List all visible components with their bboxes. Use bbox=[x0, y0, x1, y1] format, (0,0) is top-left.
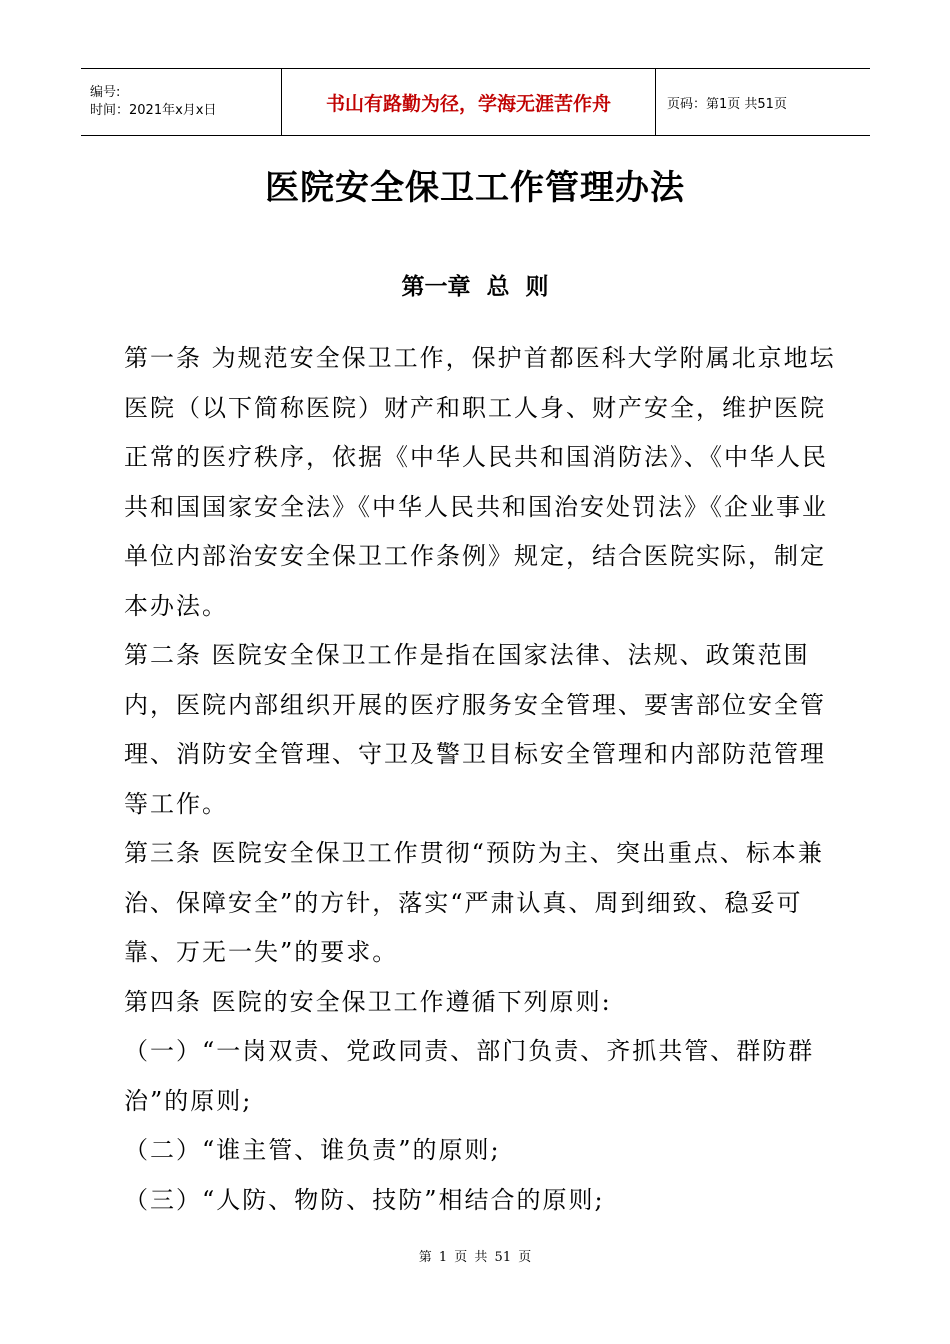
header-motto bbox=[282, 69, 656, 135]
article-1: 第一条 为规范安全保卫工作，保护首都医科大学附属北京地坛医院（以下简称医院）财产和职工人身、财产安全，维护医院正常的医疗秩序，依据《中华人民共和国消防法》、《中华人民共和国国家安全法》《中华人民共和国治安处罚法》《企业事业单位内部治安安全保卫工作条例》规定，结合医院实际，制定本办法。 bbox=[124, 344, 836, 620]
article-2: 第二条 医院安全保卫工作是指在国家法律、法规、政策范围内，医院内部组织开展的医疗服务安全管理、要害部位安全管理、消防安全管理、守卫及警卫目标安全管理和内部防范管理等工作。 bbox=[124, 641, 826, 818]
header-page-number: 页码：第1页 共51页 bbox=[667, 96, 787, 112]
header-page-info bbox=[656, 69, 870, 135]
article-4-item-3: （三）“人防、物防、技防”相结合的原则; bbox=[124, 1185, 605, 1214]
article-4-item-1: （一）“一岗双责、党政同责、部门负责、齐抓共管、群防群治”的原则; bbox=[124, 1037, 815, 1115]
document-date: 时间：2021年x月x日 bbox=[90, 103, 217, 118]
article-4: 第四条 医院的安全保卫工作遵循下列原则: bbox=[124, 987, 612, 1016]
chapter-heading: 第一章 总 则 bbox=[401, 273, 549, 300]
page-footer: 第 1 页 共 51 页 bbox=[418, 1250, 532, 1265]
document-title: 医院安全保卫工作管理办法 bbox=[265, 168, 685, 208]
document-number-label: 编号: bbox=[90, 85, 121, 100]
document-body bbox=[124, 334, 842, 1225]
page-header bbox=[81, 68, 870, 136]
article-4-item-2: （二）“谁主管、谁负责”的原则; bbox=[124, 1136, 501, 1164]
motto-text: 书山有路勤为径，学海无涯苦作舟 bbox=[325, 92, 611, 115]
article-3: 第三条 医院安全保卫工作贯彻“预防为主、突出重点、标本兼治、保障安全”的方针，落实“严肃认真、周到细致、稳妥可靠、万无一失”的要求。 bbox=[124, 839, 824, 966]
header-meta bbox=[81, 69, 282, 135]
